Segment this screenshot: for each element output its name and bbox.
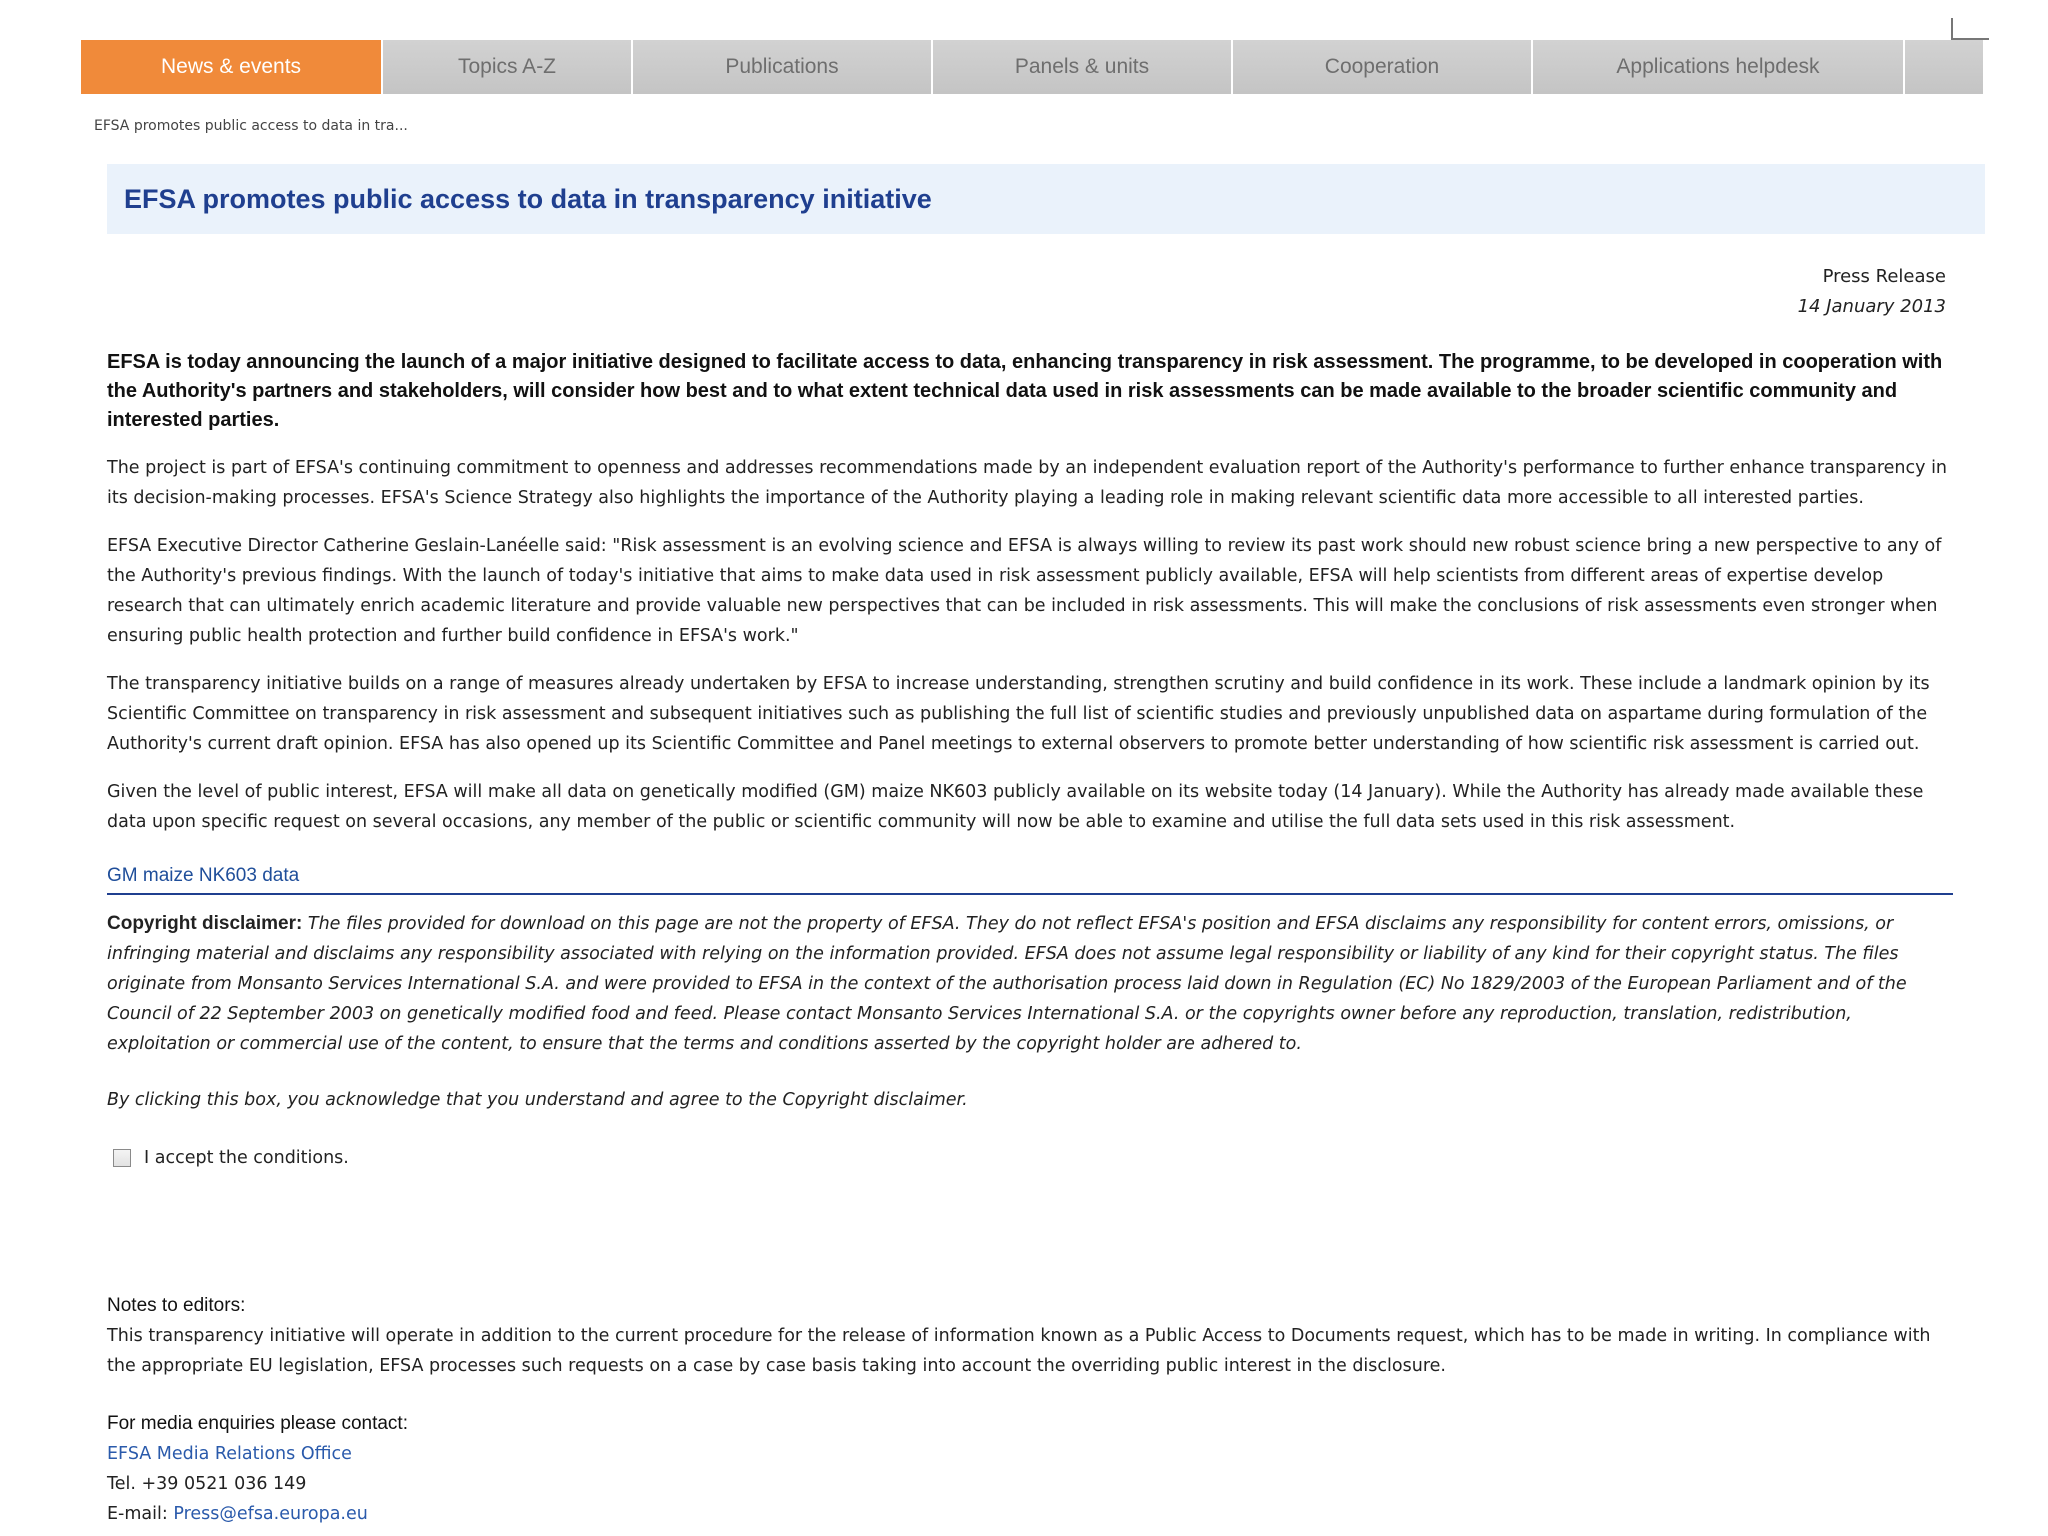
article-paragraph: Given the level of public interest, EFSA will make all data on genetically modified (GM) maize NK603 publicly available on its website today (14 January). While the Authority has already made available these data upon specific request on several occasions, any member of the public or scientific community will now be able to examine and utilise the full data sets used in this risk assessment. xyxy=(107,782,1924,832)
acknowledge-text: By clicking this box, you acknowledge that you understand and agree to the Copyright disclaimer. xyxy=(107,1090,968,1110)
nav-filler xyxy=(1905,40,1985,94)
title-bar xyxy=(107,164,1985,234)
copyright-disclaimer xyxy=(107,909,1953,1059)
disclaimer-text: The files provided for download on this page are not the property of EFSA. They do not reflect EFSA's position and EFSA disclaims any responsibility for content errors, omissions, or infringing material and disclaims any responsibility associated with relying on the information provided. EFSA does not assume legal responsibility or liability of any kind for their copyright status. The files originate from Monsanto Services International S.A. and were provided to EFSA in the context of the authorisation process laid down in Regulation (EC) No 1829/2003 of the European Parliament and of the Council of 22 September 2003 on genetically modified food and feed. Please contact Monsanto Services International S.A. or the copyrights owner before any reproduction, translation, redistribution, exploitation or commercial use of the content, to ensure that the terms and conditions asserted by the copyright holder are adhered to. xyxy=(107,914,1907,1054)
notes-to-editors xyxy=(107,1291,1953,1381)
accept-conditions-row xyxy=(113,1143,1953,1173)
breadcrumb[interactable]: EFSA promotes public access to data in tra... xyxy=(94,118,408,134)
email-link[interactable]: Press@efsa.europa.eu xyxy=(173,1504,368,1524)
media-relations-office-link[interactable]: EFSA Media Relations Office xyxy=(107,1444,352,1464)
release-type: Press Release xyxy=(1822,266,1946,287)
contact-phone: Tel. +39 0521 036 149 xyxy=(107,1474,307,1494)
notes-text: This transparency initiative will operate in addition to the current procedure for the release of information known as a Public Access to Documents request, which has to be made in writing. In compliance with the appropriate EU legislation, EFSA processes such requests on a case by case basis taking into account the overriding public interest in the disclosure. xyxy=(107,1326,1931,1376)
data-section-heading: GM maize NK603 data xyxy=(107,861,1953,895)
media-contact xyxy=(107,1409,1953,1529)
tab-news-events[interactable]: News & events xyxy=(81,40,383,94)
email-label: E-mail: xyxy=(107,1504,174,1524)
article-paragraph: The project is part of EFSA's continuing commitment to openness and addresses recommendations made by an independent evaluation report of the Authority's performance to further enhance transparency in its decision-making processes. EFSA's Science Strategy also highlights the importance of the Authority playing a leading role in making relevant scientific data more accessible to all interested parties. xyxy=(107,458,1948,508)
article-content xyxy=(107,348,1953,1529)
release-date: 14 January 2013 xyxy=(1797,296,1946,317)
article-paragraph: EFSA Executive Director Catherine Geslain-Lanéelle said: "Risk assessment is an evolving science and EFSA is always willing to review its past work should new robust science bring a new perspective to any of the Authority's previous findings. With the launch of today's initiative that aims to make data used in risk assessment publicly available, EFSA will help scientists from different areas of expertise develop research that can ultimately enrich academic literature and provide valuable new perspectives that can be included in risk assessments. This will make the conclusions of risk assessments even stronger when ensuring public health protection and further build confidence in EFSA's work." xyxy=(107,536,1942,646)
main-navigation xyxy=(81,40,1985,94)
tab-topics-a-z[interactable]: Topics A-Z xyxy=(383,40,633,94)
article-lead: EFSA is today announcing the launch of a major initiative designed to facilitate access to data, enhancing transparency in risk assessment. The programme, to be developed in cooperation with the Authority's partners and stakeholders, will consider how best and to what extent technical data used in risk assessments can be made available to the broader scientific community and interested parties. xyxy=(107,351,1943,431)
contact-email-row xyxy=(107,1499,1953,1529)
press-release-meta xyxy=(1798,262,1946,322)
contact-heading: For media enquiries please contact: xyxy=(107,1413,408,1434)
tab-publications[interactable]: Publications xyxy=(633,40,933,94)
accept-conditions-checkbox[interactable] xyxy=(113,1149,131,1167)
tab-applications-helpdesk[interactable]: Applications helpdesk xyxy=(1533,40,1905,94)
article-paragraph: The transparency initiative builds on a range of measures already undertaken by EFSA to increase understanding, strengthen scrutiny and build confidence in its work. These include a landmark opinion by its Scientific Committee on transparency in risk assessment and subsequent initiatives such as publishing the full list of scientific studies and previously unpublished data on aspartame during formulation of the Authority's current draft opinion. EFSA has also opened up its Scientific Committee and Panel meetings to external observers to promote better understanding of how scientific risk assessment is carried out. xyxy=(107,674,1930,754)
accept-conditions-label[interactable]: I accept the conditions. xyxy=(144,1148,349,1168)
corner-bracket-decoration xyxy=(1951,18,1989,40)
tab-cooperation[interactable]: Cooperation xyxy=(1233,40,1533,94)
disclaimer-label: Copyright disclaimer: xyxy=(107,913,303,934)
tab-panels-units[interactable]: Panels & units xyxy=(933,40,1233,94)
page-title: EFSA promotes public access to data in transparency initiative xyxy=(124,183,932,214)
notes-heading: Notes to editors: xyxy=(107,1295,246,1316)
